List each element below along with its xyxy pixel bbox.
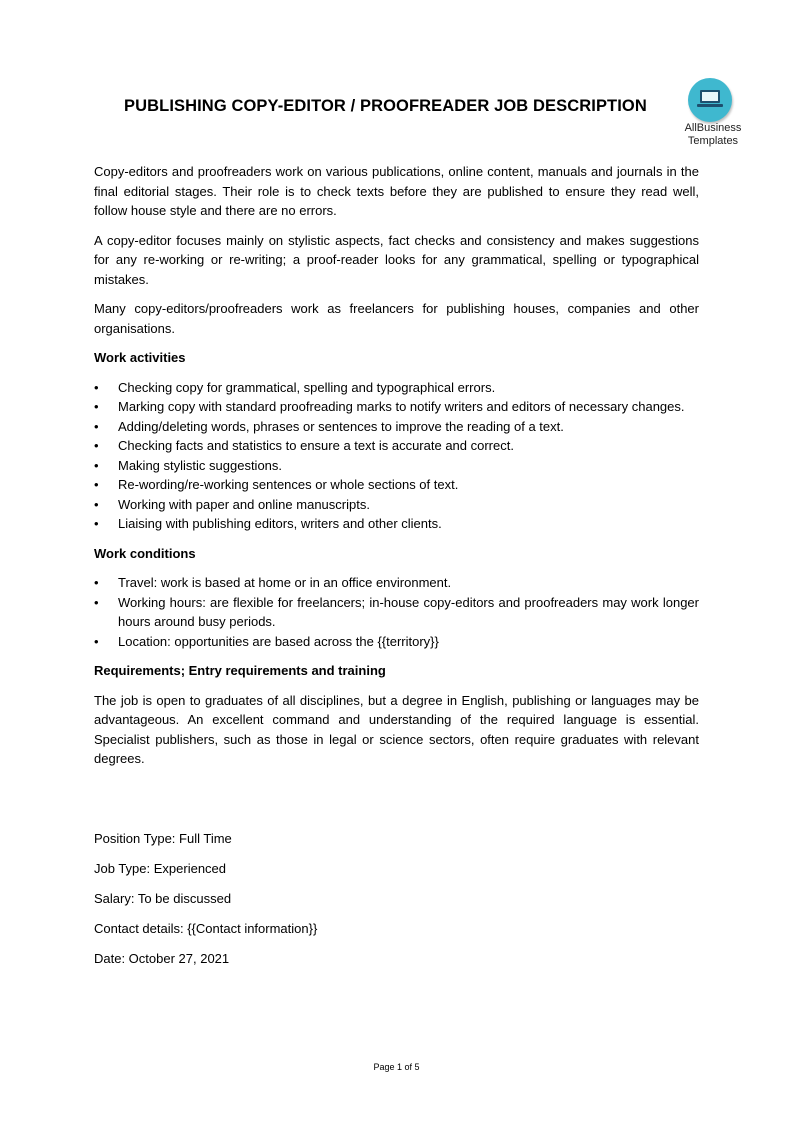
requirements-paragraph: The job is open to graduates of all disciplines, but a degree in English, publishing or languages may be advantageous. An excellent command and understanding of the required language is essential. Specialist publishers, such as those in legal or science sectors, often require graduates with relevant degrees.	[94, 692, 699, 766]
document-body	[94, 162, 699, 779]
list-item: • Making stylistic suggestions.	[94, 456, 699, 476]
date: Date: October 27, 2021	[94, 951, 230, 966]
job-type: Job Type: Experienced	[94, 861, 227, 876]
allbusiness-templates-logo	[679, 76, 747, 150]
intro-paragraph: A copy-editor focuses mainly on stylistic aspects, fact checks and consistency and makes suggestions for any re-working or re-writing; a proof-reader looks for any grammatical, spelling or typographical mistakes.	[94, 232, 699, 287]
page-number: Page 1 of 5	[373, 1062, 420, 1072]
salary: Salary: To be discussed	[94, 891, 232, 906]
list-item: • Liaising with publishing editors, writers and other clients.	[94, 514, 699, 534]
contact-details: Contact details: {{Contact information}}	[94, 921, 318, 936]
page-title: PUBLISHING COPY-EDITOR / PROOFREADER JOB DESCRIPTION	[124, 97, 647, 115]
list-item: • Re-wording/re-working sentences or whole sections of text.	[94, 475, 699, 495]
logo-line-2: Templates	[687, 135, 739, 147]
work-activities-heading: Work activities	[94, 350, 186, 365]
laptop-icon	[696, 88, 724, 110]
logo-badge	[688, 78, 732, 122]
position-type: Position Type: Full Time	[94, 831, 232, 846]
work-conditions-list	[94, 573, 699, 651]
job-details	[94, 829, 317, 979]
work-activities-list	[94, 378, 699, 534]
list-item: • Location: opportunities are based across the {{territory}}	[94, 632, 699, 652]
requirements-heading: Requirements; Entry requirements and training	[94, 663, 386, 678]
work-conditions-heading: Work conditions	[94, 545, 196, 561]
list-item: • Marking copy with standard proofreading marks to notify writers and editors of necessary changes.	[94, 397, 699, 417]
intro-paragraph: Many copy-editors/proofreaders work as freelancers for publishing houses, companies and other organisations.	[94, 301, 699, 336]
list-item: • Working hours: are flexible for freelancers; in-house copy-editors and proofreaders may work longer hours around busy periods.	[94, 593, 699, 632]
list-item: • Adding/deleting words, phrases or sentences to improve the reading of a text.	[94, 417, 699, 437]
list-item: • Checking facts and statistics to ensure a text is accurate and correct.	[94, 436, 699, 456]
list-item: • Travel: work is based at home or in an office environment.	[94, 573, 699, 593]
logo-line-1: AllBusiness	[684, 122, 742, 134]
list-item: • Working with paper and online manuscripts.	[94, 495, 699, 515]
logo-text	[679, 122, 747, 148]
list-item: • Checking copy for grammatical, spelling and typographical errors.	[94, 378, 699, 398]
intro-paragraph: Copy-editors and proofreaders work on various publications, online content, manuals and journals in the final editorial stages. Their role is to check texts before they are published to ensure they read well, follow house style and there are no errors.	[94, 164, 699, 218]
